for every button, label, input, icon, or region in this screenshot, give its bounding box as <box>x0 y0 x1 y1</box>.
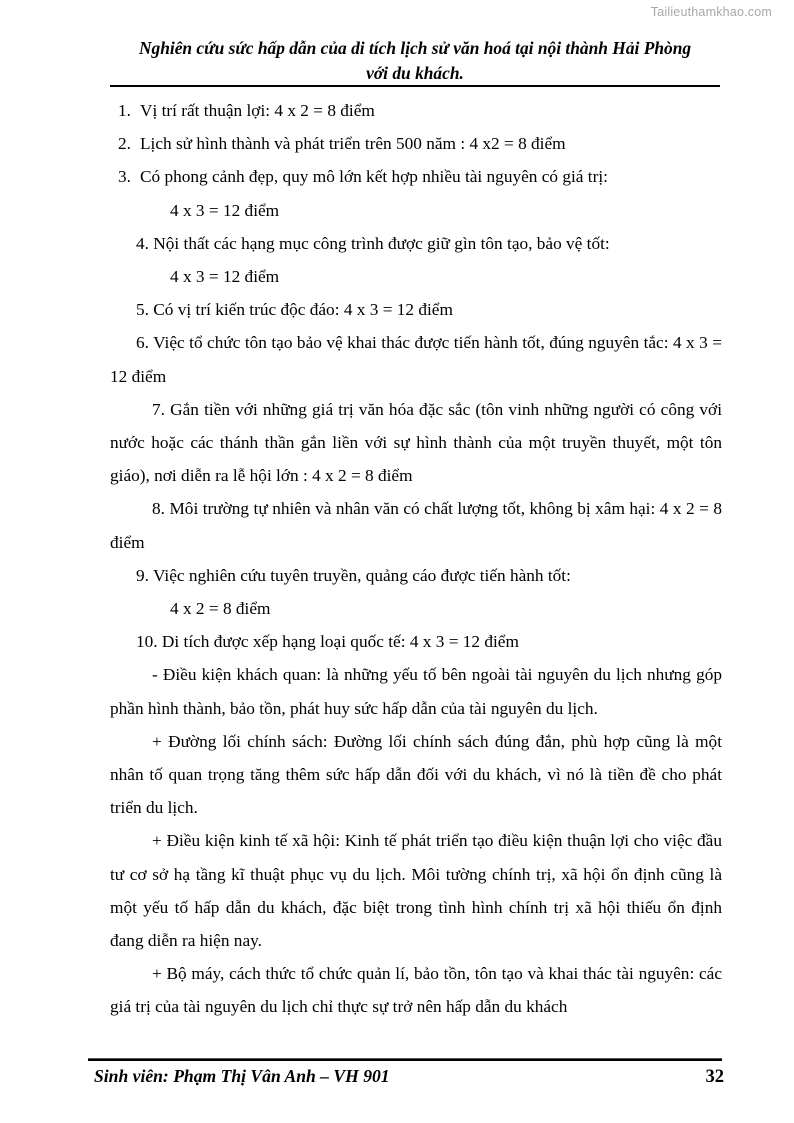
list-item: 10. Di tích được xếp hạng loại quốc tế: 4 x 3 = 12 điểm <box>136 632 519 652</box>
paragraph-objective-conditions: - Điều kiện khách quan: là những yếu tố bên ngoài tài nguyên du lịch nhưng góp phần hình thành, bảo tồn, phát huy sức hấp dẫn của tài nguyên du lịch. <box>110 665 722 718</box>
watermark-text: Tailieuthamkhao.com <box>650 5 772 19</box>
footer-divider <box>88 1058 722 1061</box>
list-item <box>110 94 722 127</box>
list-item-score: 4 x 3 = 12 điểm <box>170 200 280 220</box>
list-item <box>110 160 722 193</box>
list-item-text: Vị trí rất thuận lợi: 4 x 2 = 8 điểm <box>139 101 375 120</box>
list-item: 5. Có vị trí kiến trúc độc đáo: 4 x 3 = 12 điểm <box>136 300 453 320</box>
list-item-score: 4 x 2 = 8 điểm <box>170 599 271 619</box>
paragraph-socioeconomic: + Điều kiện kinh tế xã hội: Kinh tế phát triển tạo điều kiện thuận lợi cho việc đầu tư cơ sở hạ tầng kĩ thuật phục vụ du lịch. Môi tường chính trị, xã hội ổn định cũng là một yếu tố hấp dẫn du khách, đặc biệt trong tình hình chính trị xã hội thiếu ổn định đang diễn ra hiện nay. <box>110 831 722 951</box>
header-divider <box>110 85 720 87</box>
list-item-number: 1. <box>118 101 131 120</box>
list-item: 8. Môi trường tự nhiên và nhân văn có chất lượng tốt, không bị xâm hại: 4 x 2 = 8 điểm <box>110 499 722 552</box>
footer-author: Sinh viên: Phạm Thị Vân Anh – VH 901 <box>94 1066 390 1086</box>
page-title-line-1: Nghiên cứu sức hấp dẫn của di tích lịch sử văn hoá tại nội thành Hải Phòng <box>138 38 692 58</box>
list-item: 6. Việc tổ chức tôn tạo bảo vệ khai thác được tiến hành tốt, đúng nguyên tắc: 4 x 3 = 12 điểm <box>110 333 722 386</box>
list-item-number: 2. <box>118 134 131 154</box>
list-item-text: Có phong cảnh đẹp, quy mô lớn kết hợp nhiều tài nguyên có giá trị: <box>139 167 608 187</box>
list-item-number: 3. <box>118 167 131 187</box>
list-item: 7. Gắn tiền với những giá trị văn hóa đặc sắc (tôn vinh những người có công với nước hoặc các thánh thần gắn liền với sự hình thành của một truyền thuyết, một tôn giáo), nơi diễn ra lễ hội lớn : 4 x 2 = 8 điểm <box>110 399 722 486</box>
list-item-text: Lịch sử hình thành và phát triển trên 500 năm : 4 x2 = 8 điểm <box>139 134 566 154</box>
page-body <box>110 94 722 1024</box>
page-title <box>110 36 720 85</box>
paragraph-management: + Bộ máy, cách thức tổ chức quản lí, bảo tồn, tôn tạo và khai thác tài nguyên: các giá trị của tài nguyên du lịch chỉ thực sự trở nên hấp dẫn du khách <box>110 964 722 1017</box>
list-item: 4. Nội thất các hạng mục công trình được giữ gìn tôn tạo, bảo vệ tốt: <box>136 233 610 253</box>
list-item-score: 4 x 3 = 12 điểm <box>170 267 280 287</box>
page-title-line-2: với du khách. <box>366 62 464 83</box>
list-item: 9. Việc nghiên cứu tuyên truyền, quảng cáo được tiến hành tốt: <box>136 565 571 585</box>
page-header <box>110 36 720 85</box>
list-item <box>110 127 722 160</box>
page-footer <box>94 1066 724 1088</box>
paragraph-policy: + Đường lối chính sách: Đường lối chính sách đúng đắn, phù hợp cũng là một nhân tố quan trọng tăng thêm sức hấp dẫn đối với du khách, vì nó là tiền đề cho phát triển du lịch. <box>110 731 722 818</box>
page-number: 32 <box>705 1067 724 1087</box>
